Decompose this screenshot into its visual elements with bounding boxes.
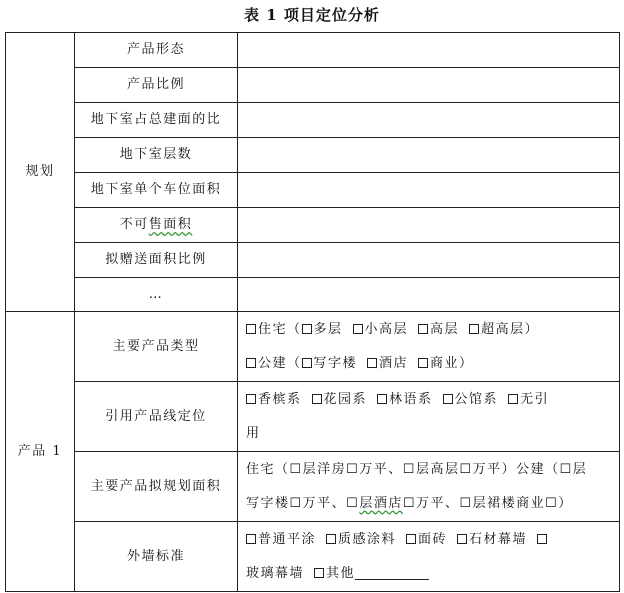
row-value <box>238 173 620 208</box>
table-row <box>6 312 620 382</box>
checkbox-icon[interactable] <box>406 534 416 544</box>
checkbox-icon[interactable] <box>246 534 256 544</box>
row-label: 地下室层数 <box>75 138 238 173</box>
section-label-planning: 规划 <box>6 33 75 312</box>
checkbox-icon[interactable] <box>418 324 428 334</box>
table-row <box>6 452 620 522</box>
row-value <box>238 278 620 312</box>
row-value <box>238 382 620 452</box>
table-row <box>6 68 620 103</box>
product-type-line-1: 住宅（ 多层 小高层 高层 超高层） <box>246 313 611 347</box>
row-value <box>238 452 620 522</box>
row-label: 产品比例 <box>75 68 238 103</box>
table-row <box>6 243 620 278</box>
checkbox-icon[interactable] <box>367 358 377 368</box>
checkbox-icon[interactable] <box>302 358 312 368</box>
table-row <box>6 522 620 592</box>
facade-options-line-1: 普通平涂 质感涂料 面砖 石材幕墙 <box>246 523 611 557</box>
checkbox-icon[interactable] <box>469 324 479 334</box>
row-label: 地下室占总建面的比 <box>75 103 238 138</box>
section-label-product-1: 产品 1 <box>6 312 75 592</box>
row-label-ellipsis: … <box>75 278 238 312</box>
row-label <box>75 208 238 243</box>
planned-area-line-2: 写字楼☐万平、☐层酒店☐万平、☐层裙楼商业☐） <box>246 495 573 511</box>
row-label: 主要产品类型 <box>75 312 238 382</box>
checkbox-icon[interactable] <box>246 358 256 368</box>
row-value <box>238 138 620 173</box>
table-title: 表 1 项目定位分析 <box>244 6 380 24</box>
row-value <box>238 103 620 138</box>
row-value <box>238 243 620 278</box>
row-value <box>238 68 620 103</box>
checkbox-icon[interactable] <box>246 394 256 404</box>
checkbox-icon[interactable] <box>508 394 518 404</box>
row-label: 拟赠送面积比例 <box>75 243 238 278</box>
row-label: 外墙标准 <box>75 522 238 592</box>
checkbox-icon[interactable] <box>302 324 312 334</box>
product-type-line-2: 公建（ 写字楼 酒店 商业） <box>246 347 611 381</box>
row-value <box>238 33 620 68</box>
checkbox-icon[interactable] <box>312 394 322 404</box>
row-label: 地下室单个车位面积 <box>75 173 238 208</box>
fill-in-blank[interactable] <box>355 565 429 580</box>
checkbox-icon[interactable] <box>457 534 467 544</box>
row-label-prefix: 不可 <box>119 217 149 232</box>
row-label: 产品形态 <box>75 33 238 68</box>
table-row <box>6 382 620 452</box>
table-row <box>6 33 620 68</box>
product-line-wrap: 用 <box>246 425 261 441</box>
checkbox-icon[interactable] <box>353 324 363 334</box>
checkbox-icon[interactable] <box>537 534 547 544</box>
row-label: 引用产品线定位 <box>75 382 238 452</box>
project-positioning-table <box>5 32 620 592</box>
checkbox-icon[interactable] <box>314 568 324 578</box>
facade-options-line-2: 玻璃幕墙 其他 <box>246 557 611 591</box>
table-row <box>6 103 620 138</box>
row-value <box>238 522 620 592</box>
row-label-wavy: 售面积 <box>148 217 193 232</box>
planned-area-line-1: 住宅（☐层洋房☐万平、☐层高层☐万平）公建（☐层 <box>246 461 588 477</box>
checkbox-icon[interactable] <box>418 358 428 368</box>
row-value <box>238 208 620 243</box>
checkbox-icon[interactable] <box>443 394 453 404</box>
row-label: 主要产品拟规划面积 <box>75 452 238 522</box>
checkbox-icon[interactable] <box>246 324 256 334</box>
checkbox-icon[interactable] <box>377 394 387 404</box>
row-value <box>238 312 620 382</box>
table-row <box>6 278 620 312</box>
checkbox-icon[interactable] <box>326 534 336 544</box>
table-row <box>6 173 620 208</box>
product-line-options: 香槟系 花园系 林语系 公馆系 无引 <box>246 383 611 417</box>
table-row <box>6 208 620 243</box>
table-row <box>6 138 620 173</box>
